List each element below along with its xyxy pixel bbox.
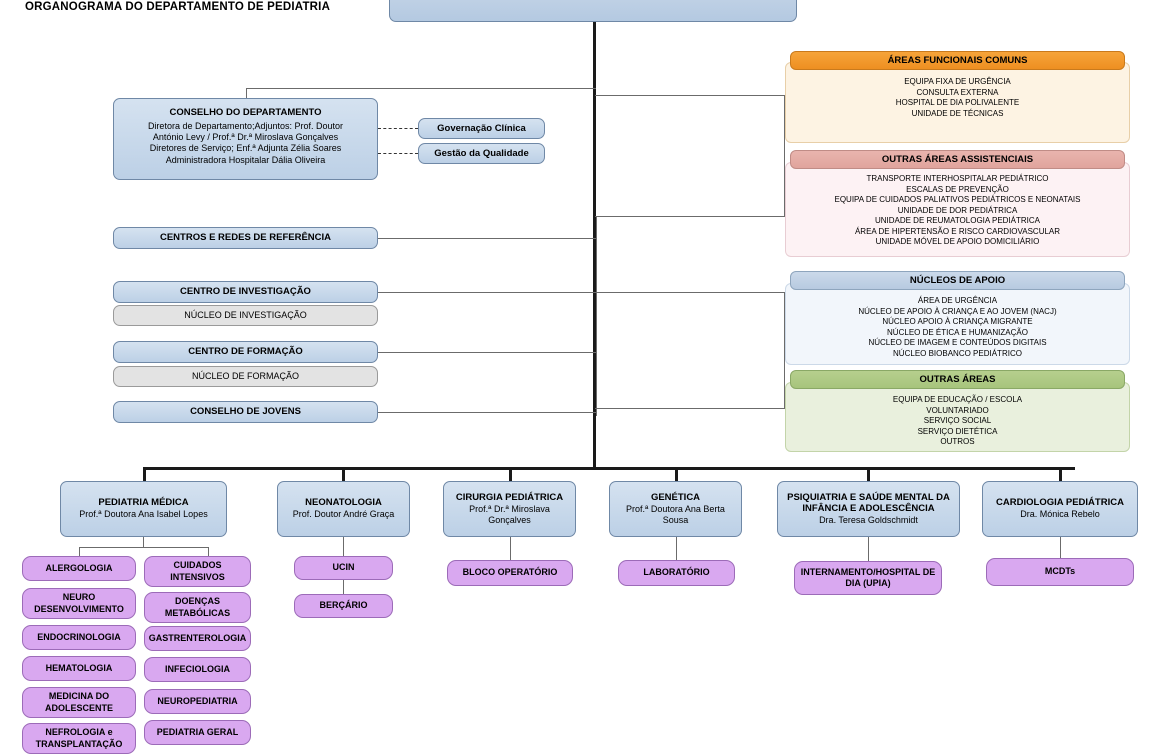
service-box-cardiologia[interactable] bbox=[982, 481, 1138, 537]
youth-council-box[interactable] bbox=[113, 401, 378, 423]
youth-council-label: CONSELHO DE JOVENS bbox=[190, 406, 301, 418]
connector-panel-2 bbox=[595, 216, 785, 217]
service-box-cirurgia-pediatrica[interactable] bbox=[443, 481, 576, 537]
child-box-bercario[interactable] bbox=[294, 594, 393, 618]
council-box[interactable] bbox=[113, 98, 378, 180]
service-lead: Dra. Teresa Goldschmidt bbox=[819, 515, 918, 526]
unit-box-pediatria-geral[interactable] bbox=[144, 720, 251, 745]
panel-item: HOSPITAL DE DIA POLIVALENTE bbox=[895, 98, 1020, 108]
units-drop bbox=[143, 537, 144, 547]
dashed-governance bbox=[378, 128, 418, 129]
unit-box-alergologia[interactable] bbox=[22, 556, 136, 581]
referral-centers-box[interactable] bbox=[113, 227, 378, 249]
child-label: UCIN bbox=[332, 562, 355, 573]
clinical-governance-box[interactable] bbox=[418, 118, 545, 139]
panel-item: VOLUNTARIADO bbox=[926, 405, 989, 415]
quality-management-box[interactable] bbox=[418, 143, 545, 164]
council-line-4: Administradora Hospitalar Dália Oliveira bbox=[165, 154, 326, 165]
dashed-quality bbox=[378, 153, 418, 154]
child-connector-bloco bbox=[510, 537, 511, 561]
child-connector-upia bbox=[868, 537, 869, 561]
unit-label: GASTRENTEROLOGIA bbox=[148, 632, 247, 643]
child-box-laboratorio[interactable] bbox=[618, 560, 735, 586]
connector-panel-4 bbox=[595, 408, 785, 409]
service-box-pediatria-medica[interactable] bbox=[60, 481, 227, 537]
research-nucleus-box[interactable] bbox=[113, 305, 378, 326]
panel-item: NÚCLEO BIOBANCO PEDIÁTRICO bbox=[893, 348, 1022, 358]
unit-box-gastrenterologia[interactable] bbox=[144, 626, 251, 651]
service-name: PSIQUIATRIA E SAÚDE MENTAL DA INFÂNCIA E ADOLESCÊNCIA bbox=[787, 491, 950, 515]
panel-item: UNIDADE DE REUMATOLOGIA PEDIÁTRICA bbox=[874, 216, 1041, 226]
training-center-box[interactable] bbox=[113, 341, 378, 363]
panel-item: OUTROS bbox=[940, 437, 975, 447]
research-center-box[interactable] bbox=[113, 281, 378, 303]
clinical-governance-label: Governação Clínica bbox=[437, 122, 526, 134]
child-box-bloco-operatorio[interactable] bbox=[447, 560, 573, 586]
panel-item: EQUIPA DE CUIDADOS PALIATIVOS PEDIÁTRICOS E NEONATAIS bbox=[834, 195, 1081, 205]
unit-box-nefrologia-transplantacao[interactable] bbox=[22, 723, 136, 754]
council-line-3: Diretores de Serviço; Enf.ª Adjunta Zélia Soares bbox=[149, 143, 342, 154]
connector-left-3 bbox=[377, 352, 596, 353]
panel-item: UNIDADE DE TÉCNICAS bbox=[911, 108, 1004, 118]
service-drop-2 bbox=[342, 467, 345, 481]
unit-box-cuidados-intensivos[interactable] bbox=[144, 556, 251, 587]
unit-label: NEURO DESENVOLVIMENTO bbox=[34, 592, 124, 614]
service-lead: Prof.ª Doutora Ana Isabel Lopes bbox=[79, 509, 208, 520]
service-lead: Prof. Doutor André Graça bbox=[292, 509, 395, 520]
panel-item: EQUIPA FIXA DE URGÊNCIA bbox=[904, 77, 1011, 86]
panel-item: UNIDADE DE DOR PEDIÁTRICA bbox=[897, 205, 1018, 215]
panel-head-nucleos-apoio[interactable] bbox=[790, 271, 1125, 290]
panel-item: ÁREA DE HIPERTENSÃO E RISCO CARDIOVASCULAR bbox=[854, 226, 1061, 236]
panel-body-outras-assistenciais bbox=[785, 162, 1130, 257]
panel-title: ÁREAS FUNCIONAIS COMUNS bbox=[887, 55, 1028, 66]
council-line-1: Diretora de Departamento;Adjuntos: Prof. Doutor bbox=[147, 120, 344, 131]
service-name: NEONATOLOGIA bbox=[305, 497, 382, 509]
service-box-genetica[interactable] bbox=[609, 481, 742, 537]
panel-head-outras-assistenciais[interactable] bbox=[790, 150, 1125, 169]
unit-label: NEFROLOGIA e TRANSPLANTAÇÃO bbox=[35, 727, 123, 749]
child-label: MCDTs bbox=[1044, 566, 1076, 577]
panel-title: OUTRAS ÁREAS ASSISTENCIAIS bbox=[881, 154, 1034, 165]
unit-label: DOENÇAS METABÓLICAS bbox=[164, 596, 231, 618]
service-drop-5 bbox=[867, 467, 870, 481]
panel-item: NÚCLEO APOIO À CRIANÇA MIGRANTE bbox=[882, 317, 1033, 327]
unit-box-endocrinologia[interactable] bbox=[22, 625, 136, 650]
panel-body-outras-areas bbox=[785, 382, 1130, 452]
service-drop-3 bbox=[509, 467, 512, 481]
quality-management-label: Gestão da Qualidade bbox=[434, 147, 529, 159]
panel-item: SERVIÇO DIETÉTICA bbox=[917, 426, 998, 436]
panel-body-nucleos-apoio bbox=[785, 283, 1130, 365]
panel-item: NÚCLEO DE APOIO À CRIANÇA E AO JOVEM (NACJ) bbox=[858, 306, 1057, 316]
connector-left-1 bbox=[377, 238, 596, 239]
panel-item: ÁREA DE URGÊNCIA bbox=[917, 296, 998, 305]
service-lead: Prof.ª Dr.ª Miroslava Gonçalves bbox=[469, 503, 550, 525]
panel-body-areas-funcionais bbox=[785, 62, 1130, 143]
research-center-label: CENTRO DE INVESTIGAÇÃO bbox=[180, 286, 311, 298]
service-drop-4 bbox=[675, 467, 678, 481]
child-label: BLOCO OPERATÓRIO bbox=[462, 567, 558, 578]
service-box-neonatologia[interactable] bbox=[277, 481, 410, 537]
council-header: CONSELHO DO DEPARTAMENTO bbox=[169, 107, 322, 118]
training-nucleus-box[interactable] bbox=[113, 366, 378, 387]
child-connector-bercario bbox=[343, 580, 344, 594]
service-name: GENÉTICA bbox=[650, 491, 701, 503]
child-label: BERÇÁRIO bbox=[319, 600, 368, 611]
child-connector-ucin bbox=[343, 537, 344, 556]
panel-item: SERVIÇO SOCIAL bbox=[923, 416, 992, 426]
services-bus bbox=[143, 467, 1075, 470]
unit-box-neuropediatria[interactable] bbox=[144, 689, 251, 714]
council-line-2: António Levy / Prof.ª Dr.ª Miroslava Gonçalves bbox=[152, 132, 339, 143]
page-title: ORGANOGRAMA DO DEPARTAMENTO DE PEDIATRIA bbox=[25, 1, 331, 13]
connector-left-2 bbox=[377, 292, 596, 293]
connector-left-riser bbox=[596, 216, 597, 416]
child-box-ucin[interactable] bbox=[294, 556, 393, 580]
service-name: CARDIOLOGIA PEDIÁTRICA bbox=[996, 497, 1124, 509]
unit-label: CUIDADOS INTENSIVOS bbox=[170, 560, 225, 582]
unit-label: PEDIATRIA GERAL bbox=[156, 726, 239, 737]
panel-item: TRANSPORTE INTERHOSPITALAR PEDIÁTRICO bbox=[866, 174, 1049, 183]
panel-item: UNIDADE MÓVEL DE APOIO DOMICILIÁRIO bbox=[875, 237, 1040, 247]
unit-box-neuro-desenvolvimento[interactable] bbox=[22, 588, 136, 619]
panel-title: OUTRAS ÁREAS bbox=[919, 374, 996, 385]
child-box-upia[interactable] bbox=[794, 561, 942, 595]
unit-label: NEUROPEDIATRIA bbox=[157, 695, 238, 706]
unit-label: MEDICINA DO ADOLESCENTE bbox=[44, 691, 113, 713]
unit-box-hematologia[interactable] bbox=[22, 656, 136, 681]
child-label: INTERNAMENTO/HOSPITAL DE DIA (UPIA) bbox=[800, 566, 936, 588]
connector-panel-3 bbox=[595, 292, 785, 293]
units-bus bbox=[79, 547, 209, 548]
unit-label: ENDOCRINOLOGIA bbox=[37, 631, 121, 642]
training-center-label: CENTRO DE FORMAÇÃO bbox=[188, 346, 303, 358]
unit-box-infeciologia[interactable] bbox=[144, 657, 251, 682]
connector-council-top bbox=[246, 88, 596, 89]
child-connector-laboratorio bbox=[676, 537, 677, 561]
service-drop-1 bbox=[143, 467, 146, 481]
unit-box-doencas-metabolicas[interactable] bbox=[144, 592, 251, 623]
training-nucleus-label: NÚCLEO DE FORMAÇÃO bbox=[191, 370, 299, 381]
panel-item: NÚCLEO DE ÉTICA E HUMANIZAÇÃO bbox=[887, 327, 1028, 337]
research-nucleus-label: NÚCLEO DE INVESTIGAÇÃO bbox=[184, 309, 307, 320]
unit-label: ALERGOLOGIA bbox=[45, 562, 113, 573]
panel-item: NÚCLEO DE IMAGEM E CONTEÚDOS DIGITAIS bbox=[868, 338, 1047, 348]
connector-panel-1 bbox=[595, 95, 785, 96]
service-name: CIRURGIA PEDIÁTRICA bbox=[455, 491, 564, 503]
unit-label: HEMATOLOGIA bbox=[45, 662, 113, 673]
panel-title: NÚCLEOS DE APOIO bbox=[909, 275, 1006, 286]
panel-head-areas-funcionais[interactable] bbox=[790, 51, 1125, 70]
service-lead: Prof.ª Doutora Ana Berta Sousa bbox=[626, 503, 725, 525]
panel-item: EQUIPA DE EDUCAÇÃO / ESCOLA bbox=[892, 395, 1023, 404]
connector-left-4 bbox=[377, 412, 596, 413]
child-box-mcdts[interactable] bbox=[986, 558, 1134, 586]
unit-box-medicina-adolescente[interactable] bbox=[22, 687, 136, 718]
panel-item: ESCALAS DE PREVENÇÃO bbox=[906, 184, 1009, 194]
service-name: PEDIATRIA MÉDICA bbox=[98, 497, 189, 509]
panel-head-outras-areas[interactable] bbox=[790, 370, 1125, 389]
units-drop-right bbox=[208, 547, 209, 556]
service-lead: Dra. Mónica Rebelo bbox=[1020, 509, 1100, 520]
referral-centers-label: CENTROS E REDES DE REFERÊNCIA bbox=[159, 232, 332, 244]
child-label: LABORATÓRIO bbox=[643, 567, 710, 578]
service-drop-6 bbox=[1059, 467, 1062, 481]
service-box-psiquiatria[interactable] bbox=[777, 481, 960, 537]
unit-label: INFECIOLOGIA bbox=[165, 663, 230, 674]
units-drop-left bbox=[79, 547, 80, 556]
panel-item: CONSULTA EXTERNA bbox=[916, 87, 999, 97]
director-box[interactable] bbox=[389, 0, 797, 22]
